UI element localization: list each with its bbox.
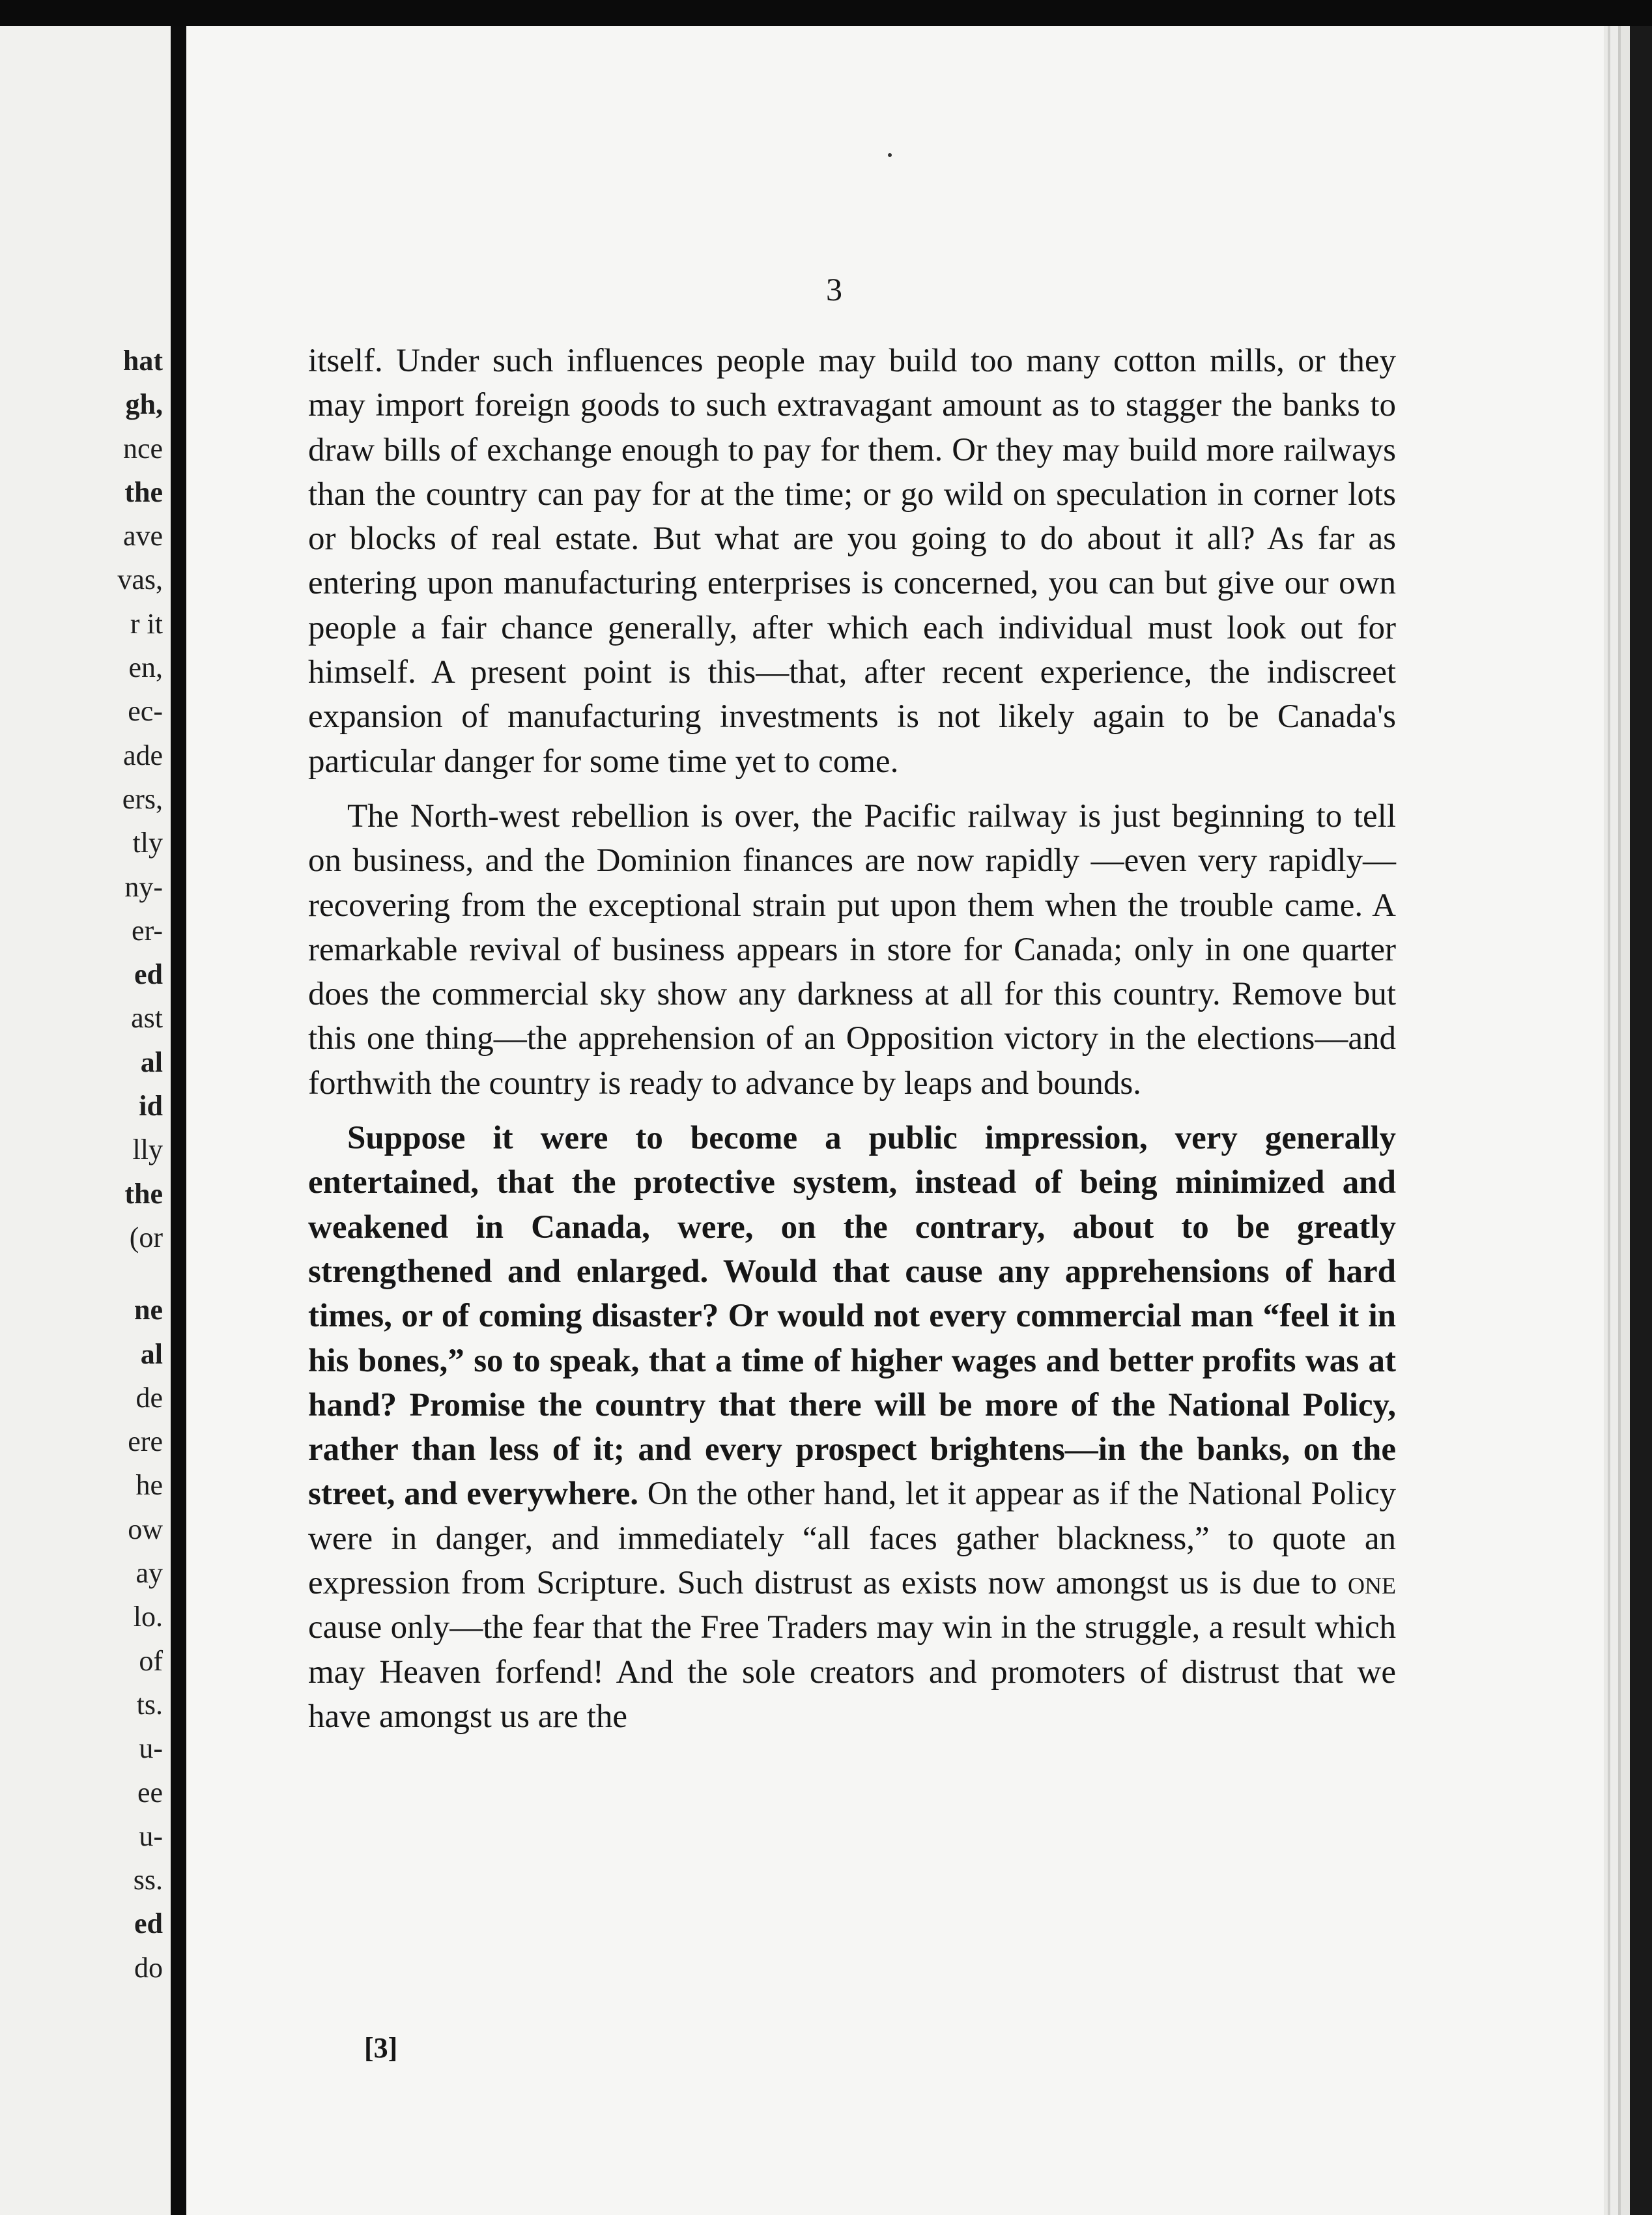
facing-page-fragment: hat xyxy=(122,345,163,377)
page-number: 3 xyxy=(826,271,843,307)
facing-page-fragment: vas, xyxy=(117,564,163,596)
print-speck xyxy=(888,153,892,157)
facing-page-fragment: ers, xyxy=(122,782,163,815)
facing-page-fragment: the xyxy=(124,1177,163,1210)
facing-page-fragment: ts. xyxy=(136,1688,163,1721)
facing-page-fragment: nce xyxy=(122,432,163,464)
facing-page-fragment: u- xyxy=(139,1820,163,1852)
facing-page-fragment xyxy=(33,1259,163,1288)
facing-page-fragment: er- xyxy=(132,914,163,947)
facing-page-fragment: ny- xyxy=(124,870,163,903)
facing-page-fragment: do xyxy=(134,1951,163,1984)
book-gutter xyxy=(171,26,188,2215)
facing-page-fragment: u- xyxy=(139,1732,163,1765)
facing-page-fragment: ee xyxy=(137,1776,163,1808)
facing-page-fragment: the xyxy=(124,476,163,508)
facing-page-fragment: ay xyxy=(135,1557,163,1590)
facing-page-fragment: id xyxy=(139,1090,163,1122)
facing-page-fragment: ave xyxy=(122,520,163,552)
facing-page-fragment: (or xyxy=(129,1221,163,1253)
facing-page-fragment: ast xyxy=(131,1002,163,1035)
facing-page-fragment: de xyxy=(135,1381,163,1414)
facing-page-fragment: of xyxy=(139,1644,163,1677)
facing-page-fragment: al xyxy=(140,1337,163,1370)
facing-page-fragment: ec- xyxy=(128,695,163,728)
facing-page-fragment: r it xyxy=(130,607,163,640)
paragraph-1: itself. Under such influences people may build too many cotton mills, or they may import foreign goods to such extravagant amount as to stagger the banks to draw bills of exchange enough to pay for them. Or they may build more railways than the country can pay for at the time; or go wild on speculation in corner lots or blocks of real estate. But what are you going to do about it all? As far as entering upon manufacturing enterprises is concerned, you can but give our own people a fair chance generally, after which each individual must look out for himself. A present point is this—that, after recent experience, the indiscreet expansion of manufacturing investments is not likely again to be Canada's particular danger for some time yet to come. xyxy=(308,343,1396,780)
facing-page-fragment: ere xyxy=(128,1425,163,1458)
facing-page-text-fragments xyxy=(33,339,163,1990)
facing-page-edge xyxy=(0,26,171,2215)
paragraph-3-text-b: cause only—the fear that the Free Traders may win in the struggle, a result which may Heaven forfend! And the sole creators and promoters of distrust that we have amongst us are the xyxy=(308,1609,1396,1735)
paragraph-3-text-a: On the other hand, let it appear as if the National Policy were in danger, and immediately “all faces gather blackness,” to quote an expression from Scripture. Such distrust as exists now amongst us is due to xyxy=(308,1476,1396,1602)
page-body xyxy=(308,339,1396,1739)
emphasized-passage: Suppose it were to become a public impression, very generally entertained, that the protective system, instead of being minimized and weakened in Canada, were, on the contrary, about to be greatly strengthened and enlarged. Would that cause any apprehensions of hard times, or of coming disaster? Or would not every commercial man “feel it in his bones,” so to speak, that a time of higher wages and better profits was at hand? Promise the country that there will be more of the National Policy, rather than less of it; and every prospect brightens—in the banks, on the street, and everywhere. xyxy=(308,1120,1396,1513)
small-caps-word: one xyxy=(1348,1565,1396,1602)
paragraph-2: The North-west rebellion is over, the Pacific railway is just beginning to tell on business, and the Dominion finances are now rapidly —even very rapidly—recovering from the exceptional strain put upon them when the trouble came. A remarkable revival of business appears in store for Canada; only in one quarter does the commercial sky show any darkness at all for this country. Remove but this one thing—the apprehension of an Opposition victory in the elections—and forthwith the country is ready to advance by leaps and bounds. xyxy=(308,797,1396,1102)
facing-page-fragment: he xyxy=(135,1469,163,1502)
facing-page-fragment: ade xyxy=(122,739,163,771)
facing-page-fragment: lo. xyxy=(133,1601,163,1633)
facing-page-fragment: lly xyxy=(132,1134,163,1166)
facing-page-fragment: ss. xyxy=(133,1864,163,1896)
facing-page-fragment: al xyxy=(140,1046,163,1078)
paragraph-3 xyxy=(308,1116,1396,1739)
page-stack-edge xyxy=(1604,26,1652,2215)
facing-page-fragment: ow xyxy=(128,1513,163,1545)
facing-page-fragment: ne xyxy=(134,1294,163,1326)
signature-mark: [3] xyxy=(364,2032,398,2064)
facing-page-fragment: tly xyxy=(132,827,163,859)
facing-page-fragment: ed xyxy=(134,958,163,991)
facing-page-fragment: gh, xyxy=(125,388,163,421)
facing-page-fragment: ed xyxy=(134,1908,163,1940)
facing-page-fragment: en, xyxy=(128,651,163,684)
